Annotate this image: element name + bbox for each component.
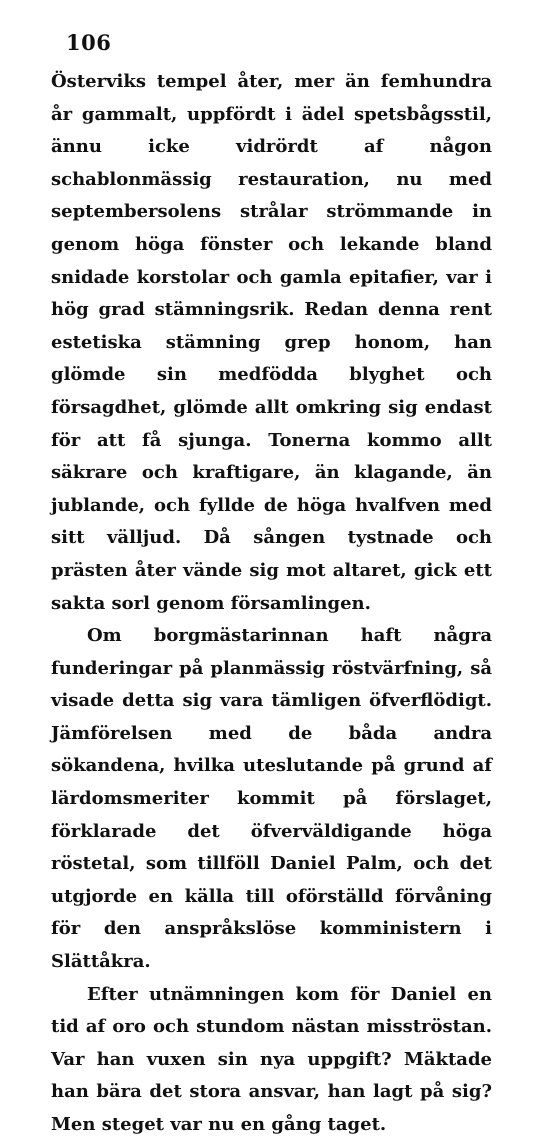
page-number: 106	[66, 30, 112, 55]
paragraph-2: Om borgmästarinnan haft några funderingar på planmässig röstvärfning, så visade detta sig vara tämligen öfverflödigt. Jämförelsen med de båda andra sökandena, hvilka uteslutande på grund af lärdomsmeriter kommit på förslaget, förklarade det öfverväldigande höga röstetal, som tillföll Daniel Palm, och det utgjorde en källa till oförställd förvåning för den anspråkslöse komministern i Slättåkra.	[51, 625, 492, 973]
body-text	[51, 66, 492, 1142]
paragraph-1: Österviks tempel åter, mer än femhundra år gammalt, uppfördt i ädel spetsbågsstil, ännu icke vidrördt af någon schablonmässig restauration, nu med septembersolens strålar strömmande in genom höga fönster och lekande bland snidade korstolar och gamla epitafier, var i hög grad stämningsrik. Redan denna rent estetiska stämning grep honom, han glömde sin medfödda blyghet och försagdhet, glömde allt omkring sig endast för att få sjunga. Tonerna kommo allt säkrare och kraftigare, än klagande, än jublande, och fyllde de höga hvalfven med sitt välljud. Då sången tystnade och prästen åter vände sig mot altaret, gick ett sakta sorl genom församlingen.	[51, 71, 492, 614]
paragraph-3: Efter utnämningen kom för Daniel en tid af oro och stundom nästan misströstan. Var han vuxen sin nya uppgift? Mäktade han bära det stora ansvar, han lagt på sig? Men steget var nu en gång taget.	[51, 983, 492, 1135]
